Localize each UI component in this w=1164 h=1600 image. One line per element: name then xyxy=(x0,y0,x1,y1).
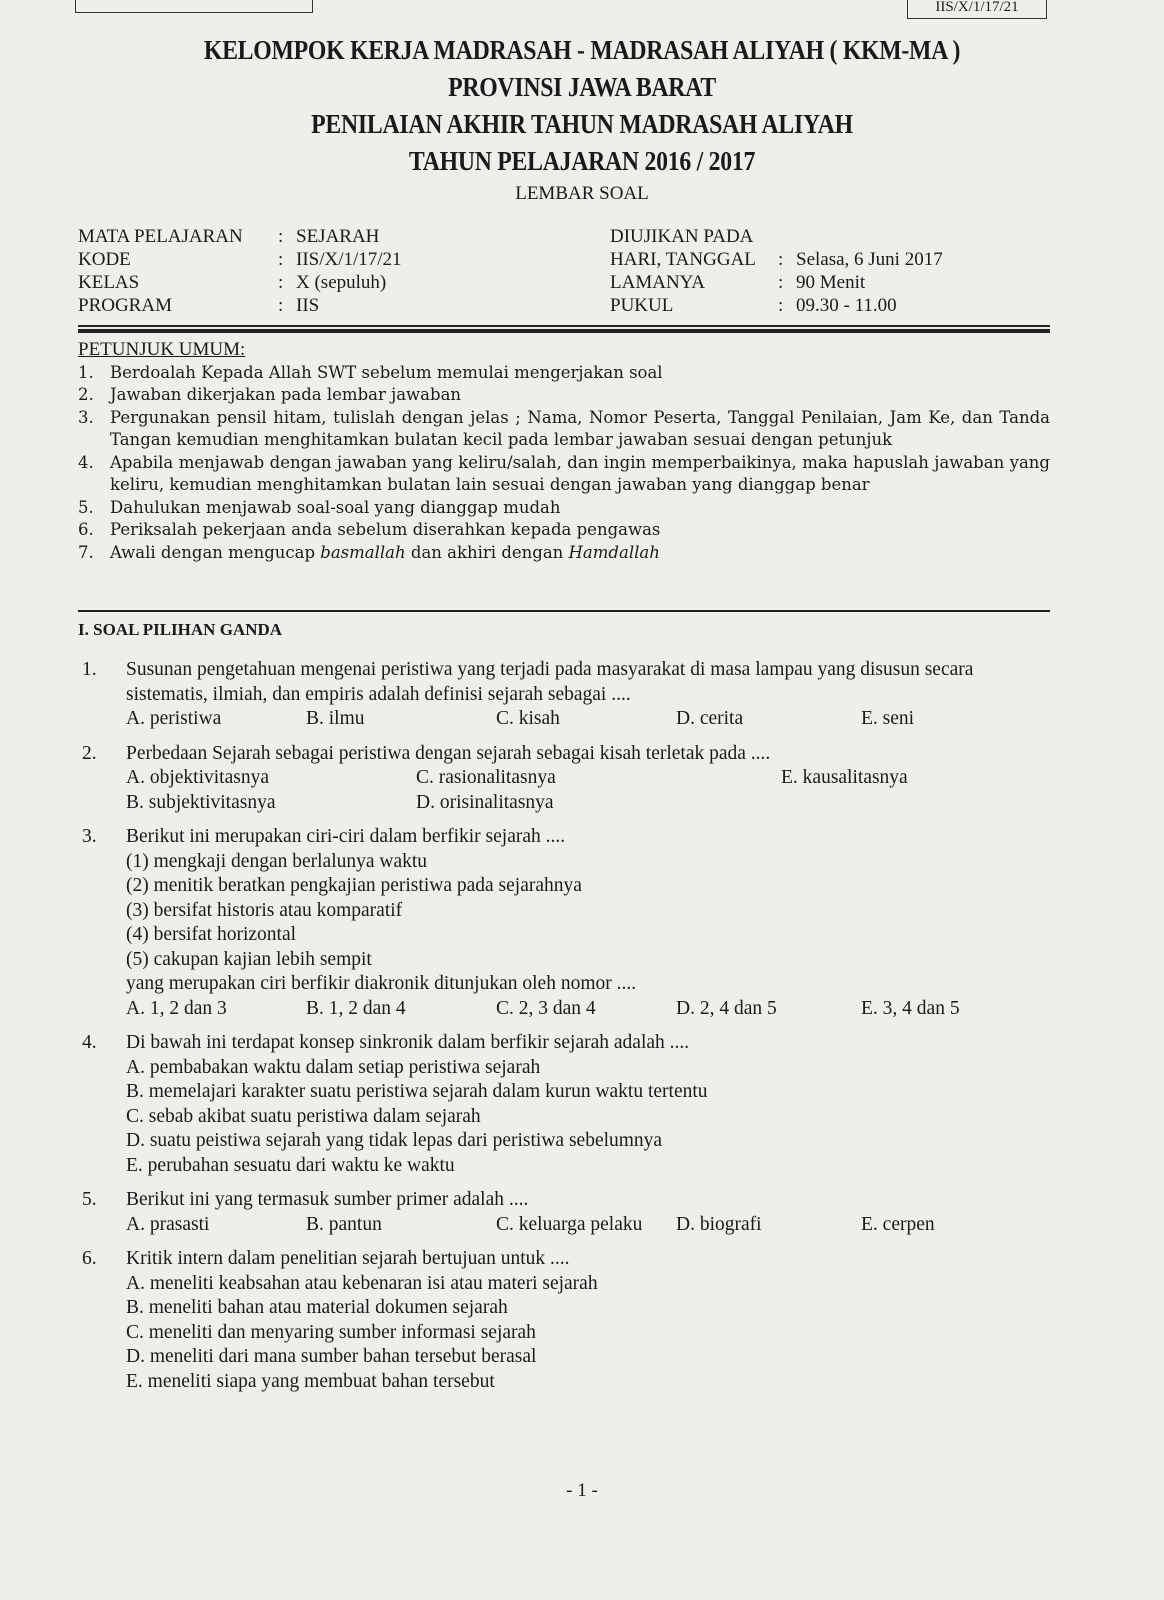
instructions-title: PETUNJUK UMUM: xyxy=(78,339,246,360)
section-title: I. SOAL PILIHAN GANDA xyxy=(78,620,283,639)
option-a: A. pembabakan waktu dalam setiap peristiwa sejarah xyxy=(126,1056,541,1078)
header-line-2: PROVINSI JAWA BARAT xyxy=(448,72,716,102)
exam-info-right xyxy=(610,226,943,318)
header-line-5: LEMBAR SOAL xyxy=(515,183,649,204)
statement: (3) bersifat historis atau komparatif xyxy=(126,899,403,921)
question-6: 6. Kritik intern dalam penelitian sejarah bertujuan untuk .... A. meneliti keabsahan atau kebenaran isi atau materi sejarah B. meneliti bahan atau material dokumen sejarah C. meneliti dan menyaring sumber informasi sejarah D. meneliti dari mana sumber bahan tersebut berasal E. meneliti siapa yang membuat bahan tersebut xyxy=(78,1247,1050,1394)
info-row: MATA PELAJARAN : SEJARAH xyxy=(78,226,380,247)
instruction-item: 1. Berdoalah Kepada Allah SWT sebelum memulai mengerjakan soal xyxy=(78,362,663,382)
info-row: KODE : IIS/X/1/17/21 xyxy=(78,249,402,270)
options xyxy=(126,997,1050,1022)
instruction-item: 4. Apabila menjawab dengan jawaban yang keliru/salah, dan ingin memperbaikinya, maka hapuslah jawaban yang keliru, kemudian menghitamkan bulatan lain sesuai dengan jawaban yang dianggap benar xyxy=(78,452,1050,494)
option-a: A. meneliti keabsahan atau kebenaran isi atau materi sejarah xyxy=(126,1272,598,1294)
options xyxy=(126,766,1050,815)
option-c: C. sebab akibat suatu peristiwa dalam sejarah xyxy=(126,1105,481,1127)
instructions xyxy=(78,339,1050,564)
option-e: E. perubahan sesuatu dari waktu ke waktu xyxy=(126,1154,455,1176)
info-row: HARI, TANGGAL : Selasa, 6 Juni 2017 xyxy=(610,249,943,270)
instruction-item: 5. Dahulukan menjawab soal-soal yang dianggap mudah xyxy=(78,497,561,517)
statement: (5) cakupan kajian lebih sempit xyxy=(126,948,372,970)
option-b: B. subjektivitasnya xyxy=(126,791,276,813)
option-d: D. orisinalitasnya xyxy=(416,791,554,813)
instruction-item: 2. Jawaban dikerjakan pada lembar jawaban xyxy=(78,385,462,404)
question-text: Berikut ini yang termasuk sumber primer adalah .... xyxy=(126,1189,529,1210)
option-d: D. cerita xyxy=(676,708,744,729)
statement: (1) mengkaji dengan berlalunya waktu xyxy=(126,850,428,872)
instruction-item: 6. Periksalah pekerjaan anda sebelum diserahkan kepada pengawas xyxy=(78,520,661,539)
option-a: A. objektivitasnya xyxy=(126,767,269,788)
info-right-title: DIUJIKAN PADA xyxy=(610,226,754,247)
option-a: A. prasasti xyxy=(126,1213,210,1235)
option-a: A. peristiwa xyxy=(126,708,222,729)
options xyxy=(126,707,1050,732)
option-c: C. 2, 3 dan 4 xyxy=(496,997,596,1019)
document-header xyxy=(0,32,1164,206)
option-d: D. 2, 4 dan 5 xyxy=(676,997,777,1019)
page-number: - 1 - xyxy=(566,1480,598,1501)
header-line-3: PENILAIAN AKHIR TAHUN MADRASAH ALIYAH xyxy=(311,109,853,139)
question-5: 5. Berikut ini yang termasuk sumber primer adalah .... A. prasasti B. pantun C. keluarga pelaku D. biografi E. cerpen xyxy=(78,1188,1050,1237)
option-e: E. kausalitasnya xyxy=(781,767,908,788)
question-text: Berikut ini merupakan ciri-ciri dalam berfikir sejarah .... xyxy=(126,826,566,847)
question-4: 4. Di bawah ini terdapat konsep sinkronik dalam berfikir sejarah adalah .... A. pembabakan waktu dalam setiap peristiwa sejarah B. memelajari karakter suatu peristiwa sejarah dalam kurun waktu tertentu C. sebab akibat suatu peristiwa dalam sejarah D. suatu peistiwa sejarah yang tidak lepas dari peristiwa sebelumnya E. perubahan sesuatu dari waktu ke waktu xyxy=(78,1031,1050,1178)
question-tail: yang merupakan ciri berfikir diakronik ditunjukan oleh nomor .... xyxy=(126,973,637,994)
option-b: B. meneliti bahan atau material dokumen sejarah xyxy=(126,1297,508,1318)
exam-info-left xyxy=(78,226,402,318)
divider xyxy=(78,329,1050,333)
divider xyxy=(78,325,1050,327)
questions xyxy=(78,658,1050,1404)
info-row: LAMANYA : 90 Menit xyxy=(610,272,866,293)
option-e: E. cerpen xyxy=(861,1213,935,1235)
question-text: Perbedaan Sejarah sebagai peristiwa dengan sejarah sebagai kisah terletak pada .... xyxy=(126,742,771,764)
info-row: PUKUL : 09.30 - 11.00 xyxy=(610,295,897,316)
document-code-box: IIS/X/1/17/21 xyxy=(907,0,1047,19)
option-e: E. meneliti siapa yang membuat bahan tersebut xyxy=(126,1370,495,1392)
option-e: E. 3, 4 dan 5 xyxy=(861,997,960,1019)
question-1: 1. Susunan pengetahuan mengenai peristiwa yang terjadi pada masyarakat di masa lampau yang disusun secara sistematis, ilmiah, dan empiris adalah definisi sejarah sebagai .... A. peristiwa B. ilmu C. kisah D. cerita E. seni xyxy=(78,658,1050,732)
instruction-item: 3. Pergunakan pensil hitam, tulislah dengan jelas ; Nama, Nomor Peserta, Tanggal Penilaian, Jam Ke, dan Tanda Tangan kemudian menghitamkan bulatan kecil pada lembar jawaban sesuai dengan petunjuk xyxy=(78,407,1050,449)
option-b: B. 1, 2 dan 4 xyxy=(306,997,406,1019)
option-a: A. 1, 2 dan 3 xyxy=(126,997,227,1019)
instruction-item: 7. Awali dengan mengucap basmallah dan akhiri dengan Hamdallah xyxy=(78,542,660,562)
option-c: C. kisah xyxy=(496,708,560,729)
option-c: C. rasionalitasnya xyxy=(416,767,556,788)
divider xyxy=(78,610,1050,612)
question-text: Kritik intern dalam penelitian sejarah bertujuan untuk .... xyxy=(126,1248,570,1269)
option-d: D. biografi xyxy=(676,1213,762,1235)
statement: (2) menitik beratkan pengkajian peristiwa pada sejarahnya xyxy=(126,875,582,896)
info-row: PROGRAM : IIS xyxy=(78,295,320,316)
header-line-4: TAHUN PELAJARAN 2016 / 2017 xyxy=(408,146,756,176)
option-c: C. meneliti dan menyaring sumber informasi sejarah xyxy=(126,1321,536,1343)
option-d: D. suatu peistiwa sejarah yang tidak lepas dari peristiwa sebelumnya xyxy=(126,1130,663,1151)
option-c: C. keluarga pelaku xyxy=(496,1213,643,1235)
option-e: E. seni xyxy=(861,708,915,729)
option-b: B. ilmu xyxy=(306,708,365,729)
question-2: 2. Perbedaan Sejarah sebagai peristiwa dengan sejarah sebagai kisah terletak pada .... A. objektivitasnya C. rasionalitasnya E. kausalitasnya B. subjektivitasnya D. orisinalitasnya xyxy=(78,742,1050,816)
question-text: Susunan pengetahuan mengenai peristiwa yang terjadi pada masyarakat di masa lampau yang disusun secara sistematis, ilmiah, dan empiris adalah definisi sejarah sebagai .... xyxy=(126,659,974,705)
question-3: 3. Berikut ini merupakan ciri-ciri dalam berfikir sejarah .... (1) mengkaji dengan berlalunya waktu (2) menitik beratkan pengkajian peristiwa pada sejarahnya (3) bersifat historis atau komparatif (4) bersifat horizontal (5) cakupan kajian lebih sempit yang merupakan ciri berfikir diakronik ditunjukan oleh nomor .... A. 1, 2 dan 3 B. 1, 2 dan 4 C. 2, 3 dan 4 D. 2, 4 dan 5 E. 3, 4 dan 5 xyxy=(78,825,1050,1021)
statement: (4) bersifat horizontal xyxy=(126,924,297,945)
info-row: KELAS : X (sepuluh) xyxy=(78,272,387,293)
top-left-frame xyxy=(75,0,313,13)
question-text: Di bawah ini terdapat konsep sinkronik dalam berfikir sejarah adalah .... xyxy=(126,1032,690,1053)
header-line-1: KELOMPOK KERJA MADRASAH - MADRASAH ALIYAH ( KKM-MA ) xyxy=(203,35,961,65)
option-b: B. memelajari karakter suatu peristiwa sejarah dalam kurun waktu tertentu xyxy=(126,1081,708,1102)
option-d: D. meneliti dari mana sumber bahan tersebut berasal xyxy=(126,1346,537,1367)
options xyxy=(126,1213,1050,1238)
option-b: B. pantun xyxy=(306,1213,382,1235)
